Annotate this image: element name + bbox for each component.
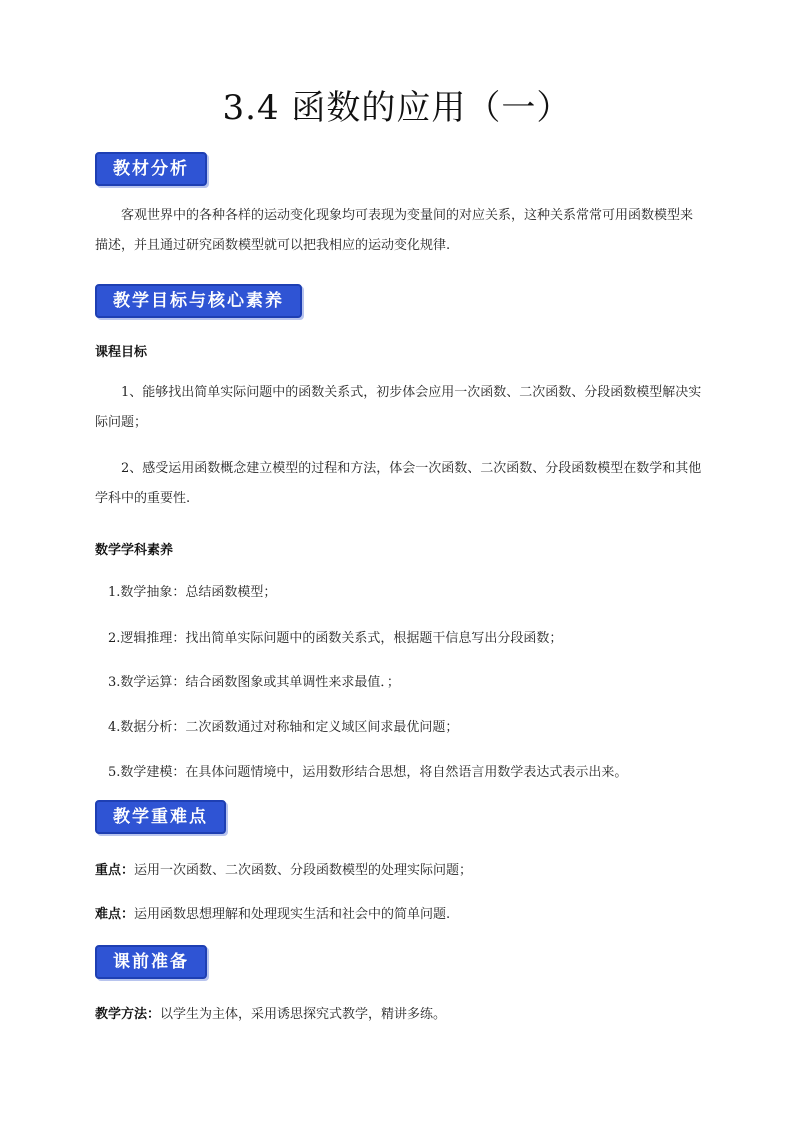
course-goals-title: 课程目标 [95,345,148,360]
section-heading-key-points: 教学重难点 [95,800,226,834]
difficult-point-text: 运用函数思想理解和处理现实生活和社会中的简单问题. [134,907,451,922]
analysis-paragraph: 客观世界中的各种各样的运动变化现象均可表现为变量间的对应关系，这种关系常常可用函数模型来描述，并且通过研究函数模型就可以把我相应的运动变化规律. [95,208,694,253]
key-point-text: 运用一次函数、二次函数、分段函数模型的处理实际问题； [134,863,473,878]
course-goal-item: 1、能够找出简单实际问题中的函数关系式，初步体会应用一次函数、二次函数、分段函数模型解决实际问题； [95,385,702,430]
section-heading-goals: 教学目标与核心素养 [95,284,302,318]
literacy-item: 3.数学运算：结合函数图象或其单调性来求最值．； [108,675,400,690]
course-goal-item: 2、感受运用函数概念建立模型的过程和方法，体会一次函数、二次函数、分段函数模型在数学和其他学科中的重要性. [95,461,702,506]
literacy-item: 5.数学建模：在具体问题情境中，运用数形结合思想，将自然语言用数学表达式表示出来。 [108,765,628,780]
teaching-method-text: 以学生为主体，采用诱思探究式教学，精讲多练。 [160,1007,447,1022]
difficult-point-label: 难点： [95,907,135,922]
literacy-item: 4.数据分析：二次函数通过对称轴和定义域区间求最优问题； [108,720,459,735]
literacy-item: 1.数学抽象：总结函数模型； [108,585,277,600]
literacy-item: 2.逻辑推理：找出简单实际问题中的函数关系式，根据题干信息写出分段函数； [108,631,563,646]
section-heading-preparation: 课前准备 [95,945,207,979]
key-point-line [95,859,472,878]
literacy-title: 数学学科素养 [95,543,174,558]
teaching-method-line [95,1003,446,1022]
teaching-method-label: 教学方法： [95,1007,161,1022]
page-title: 3.4 函数的应用（一） [222,88,572,128]
difficult-point-line [95,903,450,922]
section-heading-analysis: 教材分析 [95,152,207,186]
key-point-label: 重点： [95,863,135,878]
